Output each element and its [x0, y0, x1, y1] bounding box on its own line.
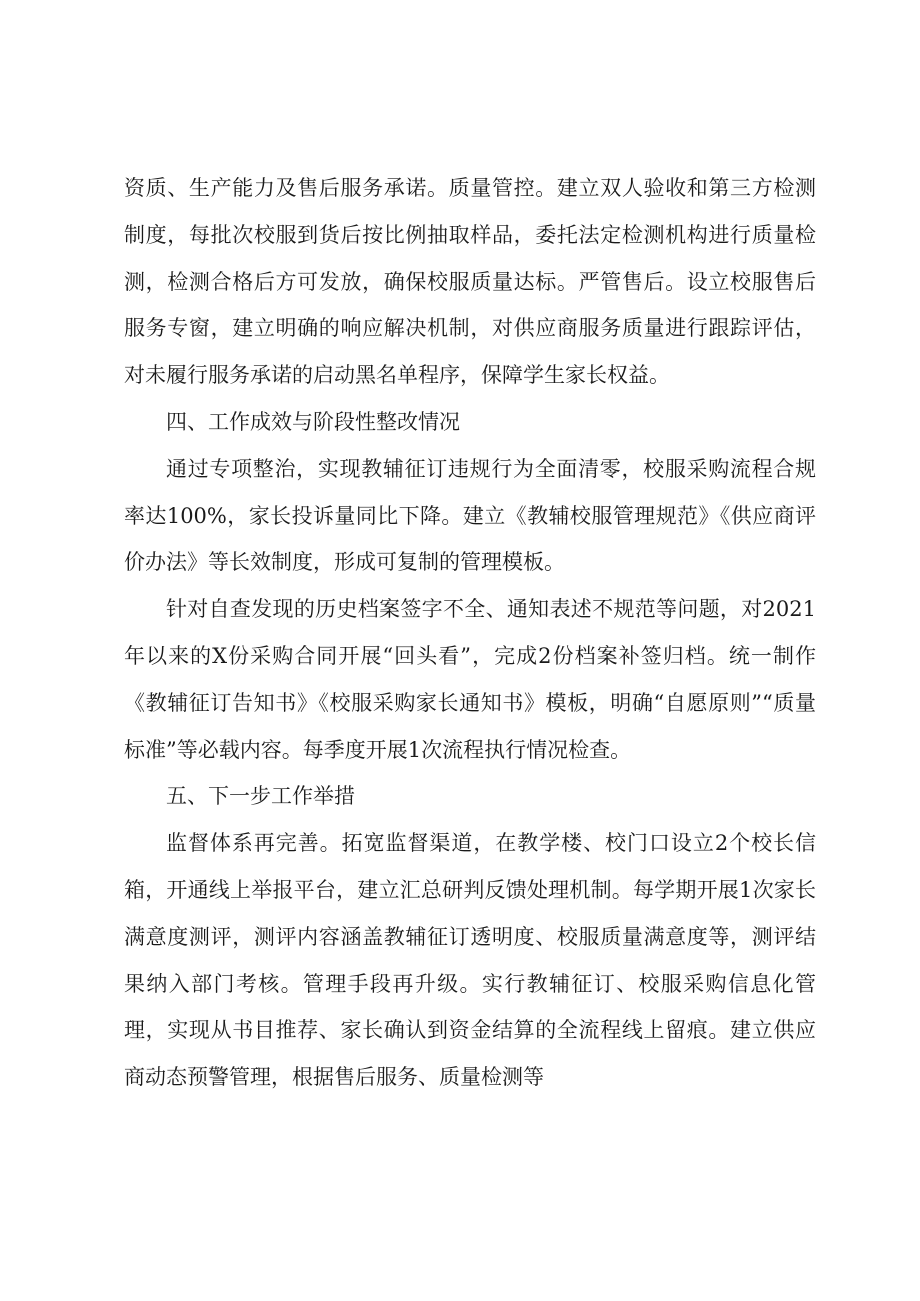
- paragraph-rectification: 针对自查发现的历史档案签字不全、通知表述不规范等问题，对2021年以来的X份采购合同开展“回头看”，完成2份档案补签归档。统一制作《教辅征订告知书》《校服采购家长通知书》模板，明确“自愿原则”“质量标准”等必载内容。每季度开展1次流程执行情况检查。: [124, 597, 816, 762]
- section-heading-4: 四、工作成效与阶段性整改情况: [166, 409, 460, 434]
- paragraph-results: 通过专项整治，实现教辅征订违规行为全面清零，校服采购流程合规率达100%，家长投诉量同比下降。建立《教辅校服管理规范》《供应商评价办法》等长效制度，形成可复制的管理模板。: [124, 456, 816, 575]
- document-body: [124, 165, 816, 1101]
- paragraph-quality-control: 资质、生产能力及售后服务承诺。质量管控。建立双人验收和第三方检测制度，每批次校服到货后按比例抽取样品，委托法定检测机构进行质量检测，检测合格后方可发放，确保校服质量达标。严管售后。设立校服售后服务专窗，建立明确的响应解决机制，对供应商服务质量进行跟踪评估，对未履行服务承诺的启动黑名单程序，保障学生家长权益。: [124, 176, 816, 388]
- paragraph-next-steps: 监督体系再完善。拓宽监督渠道，在教学楼、校门口设立2个校长信箱，开通线上举报平台，建立汇总研判反馈处理机制。每学期开展1次家长满意度测评，测评内容涵盖教辅征订透明度、校服质量满意度等，测评结果纳入部门考核。管理手段再升级。实行教辅征订、校服采购信息化管理，实现从书目推荐、家长确认到资金结算的全流程线上留痕。建立供应商动态预警管理，根据售后服务、质量检测等: [124, 831, 816, 1090]
- section-heading-5: 五、下一步工作举措: [166, 784, 355, 809]
